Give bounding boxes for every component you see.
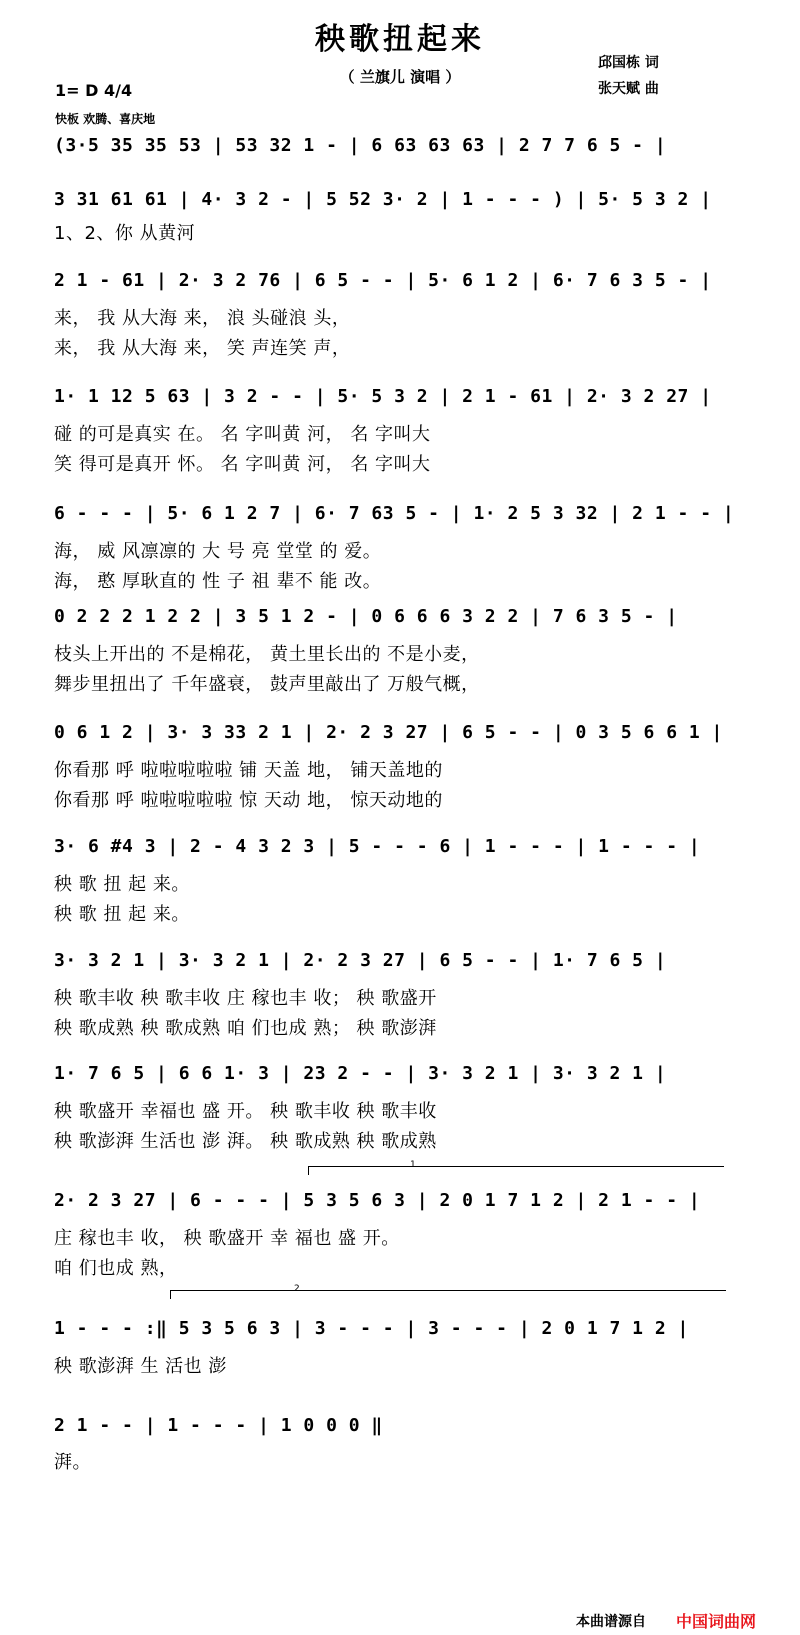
lyric-line: 秧 歌 扭 起 来。 xyxy=(54,874,190,895)
notation-line: 2· 2 3 27 | 6 - - - | 5 3 5 6 3 | 2 0 1 7 1 2 | 2 1 - - | xyxy=(54,1190,701,1211)
notation-line: (3·5 35 35 53 | 53 32 1 - | 6 63 63 63 | 2 7 7 6 5 - | xyxy=(54,135,667,156)
lyric-line: 秧 歌丰收 秧 歌丰收 庄 稼也丰 收； 秧 歌盛开 xyxy=(54,988,437,1009)
lyric-line: 海， 威 风凛凛的 大 号 亮 堂堂 的 爱。 xyxy=(54,541,382,562)
notation-line: 2 1 - 61 | 2· 3 2 76 | 6 5 - - | 5· 6 1 2 | 6· 7 6 3 5 - | xyxy=(54,270,712,291)
notation-line: 3 31 61 61 | 4· 3 2 - | 5 52 3· 2 | 1 - - - ) | 5· 5 3 2 | xyxy=(54,189,712,210)
lyricist-credit: 邱国栋 词 xyxy=(598,55,659,71)
performer: （ 兰旗儿 演唱 ） xyxy=(339,68,461,86)
first-ending-bracket xyxy=(308,1166,724,1175)
site-name: 中国词曲网 xyxy=(676,1612,757,1631)
lyric-line: 你看那 呼 啦啦啦啦啦 铺 天盖 地， 铺天盖地的 xyxy=(54,760,443,781)
lyric-line: 来， 我 从大海 来， 浪 头碰浪 头， xyxy=(54,308,351,329)
tempo-marking: 快板 欢腾、喜庆地 xyxy=(55,112,156,126)
lyric-line: 秧 歌盛开 幸福也 盛 开。 秧 歌丰收 秧 歌丰收 xyxy=(54,1101,437,1122)
lyric-line: 舞步里扭出了 千年盛衰， 鼓声里敲出了 万般气概， xyxy=(54,674,480,695)
lyric-line: 庄 稼也丰 收， 秧 歌盛开 幸 福也 盛 开。 xyxy=(54,1228,400,1249)
first-ending-number: 1 xyxy=(410,1160,416,1170)
lyric-line: 秧 歌成熟 秧 歌成熟 咱 们也成 熟； 秧 歌澎湃 xyxy=(54,1018,437,1039)
notation-line: 3· 3 2 1 | 3· 3 2 1 | 2· 2 3 27 | 6 5 - - | 1· 7 6 5 | xyxy=(54,950,667,971)
lyric-line: 咱 们也成 熟， xyxy=(54,1258,178,1279)
song-title: 秧歌扭起来 xyxy=(315,22,485,57)
lyric-line: 你看那 呼 啦啦啦啦啦 惊 天动 地， 惊天动地的 xyxy=(54,790,443,811)
notation-line: 2 1 - - | 1 - - - | 1 0 0 0 ‖ xyxy=(54,1415,383,1436)
lyric-line: 枝头上开出的 不是棉花， 黄土里长出的 不是小麦， xyxy=(54,644,480,665)
lyric-line: 秧 歌澎湃 生 活也 澎 xyxy=(54,1356,227,1377)
source-note: 本曲谱源自 xyxy=(576,1614,646,1630)
composer-credit: 张天赋 曲 xyxy=(598,81,659,97)
lyric-line: 秧 歌澎湃 生活也 澎 湃。 秧 歌成熟 秧 歌成熟 xyxy=(54,1131,437,1152)
notation-line: 6 - - - | 5· 6 1 2 7 | 6· 7 63 5 - | 1· 2 5 3 32 | 2 1 - - | xyxy=(54,503,735,524)
notation-line: 0 2 2 2 1 2 2 | 3 5 1 2 - | 0 6 6 6 3 2 2 | 7 6 3 5 - | xyxy=(54,606,678,627)
lyric-line: 碰 的可是真实 在。 名 字叫黄 河， 名 字叫大 xyxy=(54,424,431,445)
key-signature: 1= D 4/4 xyxy=(55,81,133,100)
lyric-line: 湃。 xyxy=(54,1452,91,1473)
lyric-line: 1、2、你 从黄河 xyxy=(54,223,196,244)
notation-line: 0 6 1 2 | 3· 3 33 2 1 | 2· 2 3 27 | 6 5 - - | 0 3 5 6 6 1 | xyxy=(54,722,723,743)
notation-line: 3· 6 #4 3 | 2 - 4 3 2 3 | 5 - - - 6 | 1 - - - | 1 - - - | xyxy=(54,836,701,857)
lyric-line: 来， 我 从大海 来， 笑 声连笑 声， xyxy=(54,338,351,359)
lyric-line: 海， 憨 厚耿直的 性 子 祖 辈不 能 改。 xyxy=(54,571,382,592)
second-ending-bracket xyxy=(170,1290,726,1299)
second-ending-number: 2 xyxy=(294,1284,300,1294)
notation-line: 1 - - - :‖ 5 3 5 6 3 | 3 - - - | 3 - - - | 2 0 1 7 1 2 | xyxy=(54,1318,689,1339)
notation-line: 1· 7 6 5 | 6 6 1· 3 | 23 2 - - | 3· 3 2 1 | 3· 3 2 1 | xyxy=(54,1063,667,1084)
lyric-line: 笑 得可是真开 怀。 名 字叫黄 河， 名 字叫大 xyxy=(54,454,431,475)
lyric-line: 秧 歌 扭 起 来。 xyxy=(54,904,190,925)
notation-line: 1· 1 12 5 63 | 3 2 - - | 5· 5 3 2 | 2 1 - 61 | 2· 3 2 27 | xyxy=(54,386,712,407)
